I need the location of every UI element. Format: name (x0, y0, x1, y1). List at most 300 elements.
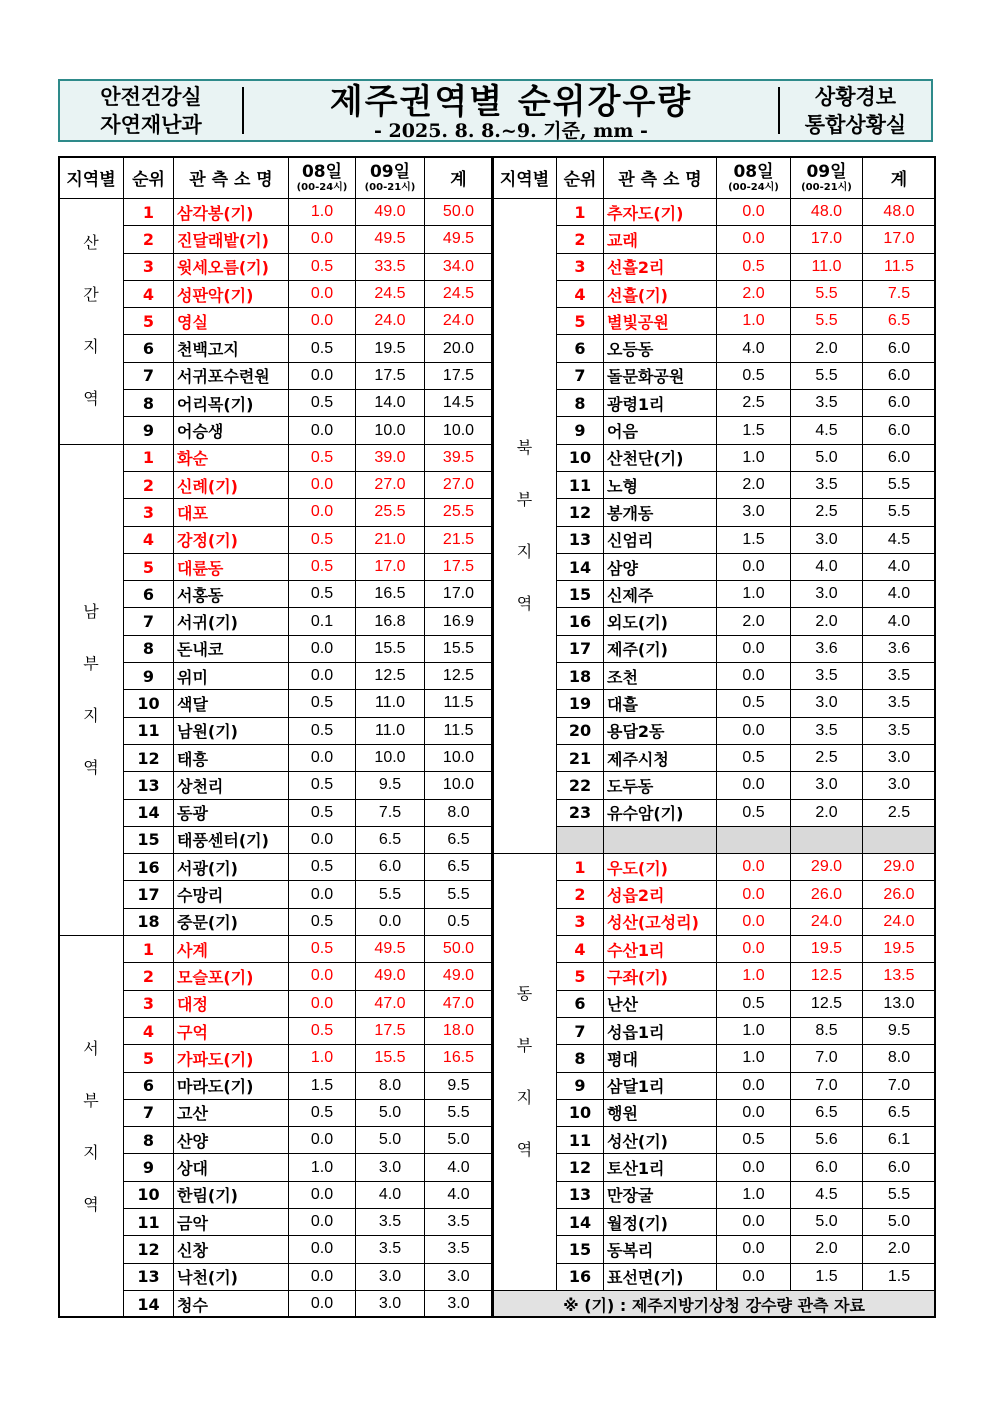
table-row (493, 963, 936, 990)
station-name: 우도(기) (604, 854, 717, 881)
total-value: 17.5 (425, 553, 493, 580)
day2-value: 16.8 (356, 608, 425, 635)
rank-cell: 7 (557, 1017, 604, 1044)
day2-value: 6.5 (356, 826, 425, 853)
total-value: 2.5 (863, 799, 936, 826)
station-name: 토산1리 (604, 1154, 717, 1181)
rank-cell: 3 (557, 908, 604, 935)
day2-value: 49.5 (356, 226, 425, 253)
station-name: 대포 (174, 499, 289, 526)
total-value: 10.0 (425, 772, 493, 799)
department-block (60, 81, 242, 140)
table-row (493, 1263, 936, 1290)
day2-value: 17.5 (356, 362, 425, 389)
station-name: 마라도(기) (174, 1072, 289, 1099)
rank-cell: 14 (124, 1290, 174, 1317)
day2-value: 15.5 (356, 635, 425, 662)
total-value: 6.0 (863, 335, 936, 362)
rank-cell: 15 (557, 1236, 604, 1263)
station-name: 산양 (174, 1127, 289, 1154)
table-row (493, 744, 936, 771)
day1-value: 0.5 (289, 690, 356, 717)
day2-value: 47.0 (356, 990, 425, 1017)
rank-cell: 10 (124, 690, 174, 717)
total-value: 48.0 (863, 199, 936, 226)
station-name: 행원 (604, 1099, 717, 1126)
total-value: 4.0 (425, 1154, 493, 1181)
table-row (493, 253, 936, 280)
station-name: 서홍동 (174, 581, 289, 608)
day2-value: 17.5 (356, 1017, 425, 1044)
footnote-row (493, 1290, 936, 1317)
column-header-rank: 순위 (557, 157, 604, 199)
column-header-day2-date: 09일 (369, 162, 411, 182)
total-value: 18.0 (425, 1017, 493, 1044)
station-name: 유수암(기) (604, 799, 717, 826)
total-value: 6.5 (425, 854, 493, 881)
total-value: 0.5 (425, 908, 493, 935)
rank-cell: 7 (124, 362, 174, 389)
day2-value: 6.0 (791, 1154, 863, 1181)
station-name: 산천단(기) (604, 444, 717, 471)
rank-cell: 14 (557, 1208, 604, 1235)
station-name: 용담2동 (604, 717, 717, 744)
footnote: ※ (기) : 제주지방기상청 강수량 관측 자료 (493, 1290, 936, 1317)
day1-value: 0.0 (289, 826, 356, 853)
day2-value: 24.0 (791, 908, 863, 935)
day2-value: 11.0 (791, 253, 863, 280)
office-block (780, 81, 931, 140)
day1-value: 1.0 (717, 1181, 791, 1208)
day1-value: 1.5 (717, 417, 791, 444)
rank-cell: 1 (557, 199, 604, 226)
day2-value: 3.0 (791, 581, 863, 608)
column-header-day1-range: (00-24시) (296, 182, 348, 193)
day1-value: 0.0 (717, 635, 791, 662)
table-row (493, 226, 936, 253)
total-value: 20.0 (425, 335, 493, 362)
table-row (59, 199, 493, 226)
day2-value: 1.5 (791, 1263, 863, 1290)
total-value: 6.0 (863, 362, 936, 389)
total-value: 26.0 (863, 881, 936, 908)
station-name: 성산(고성리) (604, 908, 717, 935)
table-row (59, 881, 493, 908)
day1-value: 0.5 (289, 1099, 356, 1126)
total-value: 5.0 (863, 1208, 936, 1235)
day2-value: 3.0 (356, 1154, 425, 1181)
rank-cell: 13 (124, 1263, 174, 1290)
day1-value: 0.5 (717, 744, 791, 771)
day2-value: 8.5 (791, 1017, 863, 1044)
total-value: 3.5 (425, 1208, 493, 1235)
rank-cell: 13 (557, 526, 604, 553)
total-value: 19.5 (863, 936, 936, 963)
rank-cell: 23 (557, 799, 604, 826)
table-row (493, 417, 936, 444)
rank-cell: 11 (557, 1127, 604, 1154)
table-row (493, 908, 936, 935)
station-name: 어리목(기) (174, 390, 289, 417)
table-header-row (59, 157, 493, 199)
table-row (493, 990, 936, 1017)
column-header-day1-date: 08일 (301, 162, 343, 182)
rank-cell: 8 (557, 1045, 604, 1072)
station-name: 외도(기) (604, 608, 717, 635)
rank-cell: 5 (557, 963, 604, 990)
station-name: 돌문화공원 (604, 362, 717, 389)
column-header-region: 지역별 (59, 157, 124, 199)
station-name: 낙천(기) (174, 1263, 289, 1290)
table-row (493, 1236, 936, 1263)
total-value: 6.5 (863, 308, 936, 335)
day1-value: 1.0 (717, 581, 791, 608)
total-value: 1.5 (863, 1263, 936, 1290)
table-row (59, 335, 493, 362)
day1-value: 0.0 (717, 553, 791, 580)
station-name: 조천 (604, 663, 717, 690)
table-row (59, 444, 493, 471)
total-value: 14.5 (425, 390, 493, 417)
day2-value: 17.0 (356, 553, 425, 580)
day2-value: 3.5 (791, 390, 863, 417)
station-name: 만장굴 (604, 1181, 717, 1208)
day2-value: 3.5 (791, 471, 863, 498)
day2-value: 49.0 (356, 199, 425, 226)
day1-value: 3.0 (717, 499, 791, 526)
day2-value: 5.5 (791, 362, 863, 389)
table-row (493, 1127, 936, 1154)
table-row (59, 1017, 493, 1044)
station-name: 신창 (174, 1236, 289, 1263)
total-value: 5.5 (425, 1099, 493, 1126)
total-value: 16.5 (425, 1045, 493, 1072)
total-value: 6.0 (863, 417, 936, 444)
day2-value: 19.5 (791, 936, 863, 963)
table-row (493, 663, 936, 690)
day1-value: 0.5 (289, 799, 356, 826)
total-value: 8.0 (425, 799, 493, 826)
rank-cell: 8 (124, 390, 174, 417)
table-row (493, 635, 936, 662)
total-value: 7.0 (863, 1072, 936, 1099)
blank-cell (717, 826, 791, 853)
day2-value: 4.5 (791, 417, 863, 444)
total-value: 3.5 (863, 717, 936, 744)
day1-value: 0.0 (717, 199, 791, 226)
day1-value: 0.5 (717, 362, 791, 389)
rank-cell: 5 (124, 1045, 174, 1072)
total-value: 10.0 (425, 744, 493, 771)
station-name: 윗세오름(기) (174, 253, 289, 280)
station-name: 한림(기) (174, 1181, 289, 1208)
day1-value: 0.0 (717, 1072, 791, 1099)
table-row (59, 1127, 493, 1154)
rank-cell: 17 (124, 881, 174, 908)
station-name: 대륜동 (174, 553, 289, 580)
day2-value: 6.5 (791, 1099, 863, 1126)
day2-value: 3.0 (791, 526, 863, 553)
table-row (59, 1290, 493, 1317)
blank-row (493, 826, 936, 853)
table-row (59, 990, 493, 1017)
day2-value: 17.0 (791, 226, 863, 253)
rank-cell: 18 (124, 908, 174, 935)
station-name: 평대 (604, 1045, 717, 1072)
blank-cell (863, 826, 936, 853)
day1-value: 0.0 (289, 280, 356, 307)
table-row (59, 826, 493, 853)
day2-value: 16.5 (356, 581, 425, 608)
station-name: 남원(기) (174, 717, 289, 744)
day1-value: 0.0 (717, 881, 791, 908)
region-label (59, 444, 124, 935)
day2-value: 49.0 (356, 963, 425, 990)
table-row (493, 1099, 936, 1126)
rank-cell: 6 (124, 1072, 174, 1099)
day2-value: 5.0 (791, 1208, 863, 1235)
table-row (59, 1208, 493, 1235)
rank-cell: 6 (124, 581, 174, 608)
table-row (493, 199, 936, 226)
day1-value: 0.5 (289, 553, 356, 580)
region-label (59, 936, 124, 1318)
total-value: 7.5 (863, 280, 936, 307)
total-value: 3.5 (863, 690, 936, 717)
total-value: 9.5 (863, 1017, 936, 1044)
table-row (493, 854, 936, 881)
station-name: 위미 (174, 663, 289, 690)
table-row (493, 772, 936, 799)
table-row (59, 854, 493, 881)
station-name: 선흘(기) (604, 280, 717, 307)
station-name: 어음 (604, 417, 717, 444)
title-block (244, 81, 778, 140)
day1-value: 0.0 (289, 881, 356, 908)
day1-value: 0.0 (289, 226, 356, 253)
rank-cell: 12 (124, 744, 174, 771)
rank-cell: 10 (557, 1099, 604, 1126)
table-row (59, 253, 493, 280)
day1-value: 1.5 (717, 526, 791, 553)
rank-cell: 16 (124, 854, 174, 881)
table-row (493, 1208, 936, 1235)
total-value: 17.0 (863, 226, 936, 253)
day2-value: 4.5 (791, 1181, 863, 1208)
table-row (59, 772, 493, 799)
day2-value: 49.5 (356, 936, 425, 963)
rank-cell: 8 (124, 1127, 174, 1154)
rank-cell: 6 (557, 990, 604, 1017)
total-value: 5.5 (425, 881, 493, 908)
table-row (59, 226, 493, 253)
station-name: 태풍센터(기) (174, 826, 289, 853)
day2-value: 12.5 (356, 663, 425, 690)
total-value: 39.5 (425, 444, 493, 471)
table-row (493, 1045, 936, 1072)
table-row (493, 717, 936, 744)
table-row (59, 1072, 493, 1099)
station-name: 선흘2리 (604, 253, 717, 280)
total-value: 24.5 (425, 280, 493, 307)
rank-cell: 3 (557, 253, 604, 280)
rank-cell: 16 (557, 1263, 604, 1290)
day2-value: 5.5 (356, 881, 425, 908)
rank-cell: 8 (557, 390, 604, 417)
rank-cell: 9 (557, 1072, 604, 1099)
table-row (59, 690, 493, 717)
station-name: 돈내코 (174, 635, 289, 662)
table-row (59, 390, 493, 417)
table-row (59, 553, 493, 580)
day2-value: 7.0 (791, 1045, 863, 1072)
column-header-region: 지역별 (493, 157, 557, 199)
total-value: 3.0 (863, 772, 936, 799)
region-name: 산 간 지 역 (83, 233, 99, 409)
day1-value: 0.0 (289, 1181, 356, 1208)
day1-value: 0.0 (289, 471, 356, 498)
rank-cell: 1 (124, 444, 174, 471)
day2-value: 2.0 (791, 335, 863, 362)
column-header-day2-range: (00-21시) (364, 182, 416, 193)
table-row (493, 690, 936, 717)
rank-cell: 13 (557, 1181, 604, 1208)
day1-value: 0.0 (717, 1263, 791, 1290)
station-name: 삼각봉(기) (174, 199, 289, 226)
station-name: 성읍2리 (604, 881, 717, 908)
station-name: 교래 (604, 226, 717, 253)
station-name: 수산1리 (604, 936, 717, 963)
day1-value: 1.0 (717, 444, 791, 471)
table-row (493, 1017, 936, 1044)
table-row (493, 553, 936, 580)
day1-value: 1.0 (717, 1017, 791, 1044)
station-name: 서귀(기) (174, 608, 289, 635)
station-name: 청수 (174, 1290, 289, 1317)
table-row (493, 881, 936, 908)
day2-value: 2.0 (791, 608, 863, 635)
total-value: 16.9 (425, 608, 493, 635)
total-value: 6.0 (863, 390, 936, 417)
rank-cell: 11 (557, 471, 604, 498)
day2-value: 0.0 (356, 908, 425, 935)
table-row (59, 308, 493, 335)
day1-value: 0.0 (717, 1236, 791, 1263)
day2-value: 48.0 (791, 199, 863, 226)
day1-value: 0.0 (717, 772, 791, 799)
day2-value: 3.5 (791, 717, 863, 744)
station-name: 삼달1리 (604, 1072, 717, 1099)
station-name: 광령1리 (604, 390, 717, 417)
station-name: 삼양 (604, 553, 717, 580)
table-row (59, 362, 493, 389)
total-value: 3.0 (425, 1290, 493, 1317)
total-value: 47.0 (425, 990, 493, 1017)
total-value: 9.5 (425, 1072, 493, 1099)
total-value: 49.5 (425, 226, 493, 253)
left-rainfall-table (58, 156, 493, 1318)
rank-cell: 16 (557, 608, 604, 635)
station-name: 대정 (174, 990, 289, 1017)
total-value: 3.0 (425, 1263, 493, 1290)
total-value: 13.5 (863, 963, 936, 990)
day2-value: 6.0 (356, 854, 425, 881)
day2-value: 4.0 (791, 553, 863, 580)
table-header-row (493, 157, 936, 199)
table-row (59, 1263, 493, 1290)
total-value: 17.0 (425, 581, 493, 608)
day1-value: 0.0 (289, 1236, 356, 1263)
table-row (59, 1045, 493, 1072)
day2-value: 5.0 (356, 1127, 425, 1154)
day2-value: 29.0 (791, 854, 863, 881)
day2-value: 5.6 (791, 1127, 863, 1154)
table-row (59, 1099, 493, 1126)
table-row (493, 308, 936, 335)
day1-value: 0.5 (289, 772, 356, 799)
blank-cell (557, 826, 604, 853)
day1-value: 0.5 (289, 854, 356, 881)
day1-value: 0.5 (289, 908, 356, 935)
rank-cell: 15 (124, 826, 174, 853)
day2-value: 5.0 (356, 1099, 425, 1126)
table-row (493, 799, 936, 826)
station-name: 서귀포수련원 (174, 362, 289, 389)
rank-cell: 22 (557, 772, 604, 799)
total-value: 6.0 (863, 444, 936, 471)
day1-value: 0.5 (289, 444, 356, 471)
station-name: 천백고지 (174, 335, 289, 362)
rank-cell: 5 (124, 308, 174, 335)
day2-value: 12.5 (791, 963, 863, 990)
total-value: 24.0 (863, 908, 936, 935)
report-header (58, 79, 933, 142)
station-name: 진달래밭(기) (174, 226, 289, 253)
rank-cell: 5 (124, 553, 174, 580)
day1-value: 1.0 (289, 1154, 356, 1181)
rank-cell: 7 (124, 608, 174, 635)
rank-cell: 13 (124, 772, 174, 799)
station-name: 금악 (174, 1208, 289, 1235)
table-row (493, 1072, 936, 1099)
rank-cell: 1 (557, 854, 604, 881)
rank-cell: 4 (124, 1017, 174, 1044)
table-row (59, 936, 493, 963)
table-row (493, 499, 936, 526)
station-name: 구좌(기) (604, 963, 717, 990)
day2-value: 19.5 (356, 335, 425, 362)
rank-cell: 2 (124, 226, 174, 253)
total-value: 8.0 (863, 1045, 936, 1072)
table-row (493, 936, 936, 963)
day1-value: 0.5 (289, 936, 356, 963)
day2-value: 8.0 (356, 1072, 425, 1099)
rank-cell: 11 (124, 1208, 174, 1235)
day1-value: 0.5 (717, 990, 791, 1017)
total-value: 3.5 (425, 1236, 493, 1263)
total-value: 21.5 (425, 526, 493, 553)
station-name: 서광(기) (174, 854, 289, 881)
day1-value: 0.5 (717, 799, 791, 826)
day1-value: 1.0 (717, 1045, 791, 1072)
table-row (59, 663, 493, 690)
rank-cell: 1 (124, 199, 174, 226)
column-header-day1-date: 08일 (733, 162, 774, 182)
table-row (59, 499, 493, 526)
day2-value: 39.0 (356, 444, 425, 471)
station-name: 별빛공원 (604, 308, 717, 335)
day2-value: 24.5 (356, 280, 425, 307)
